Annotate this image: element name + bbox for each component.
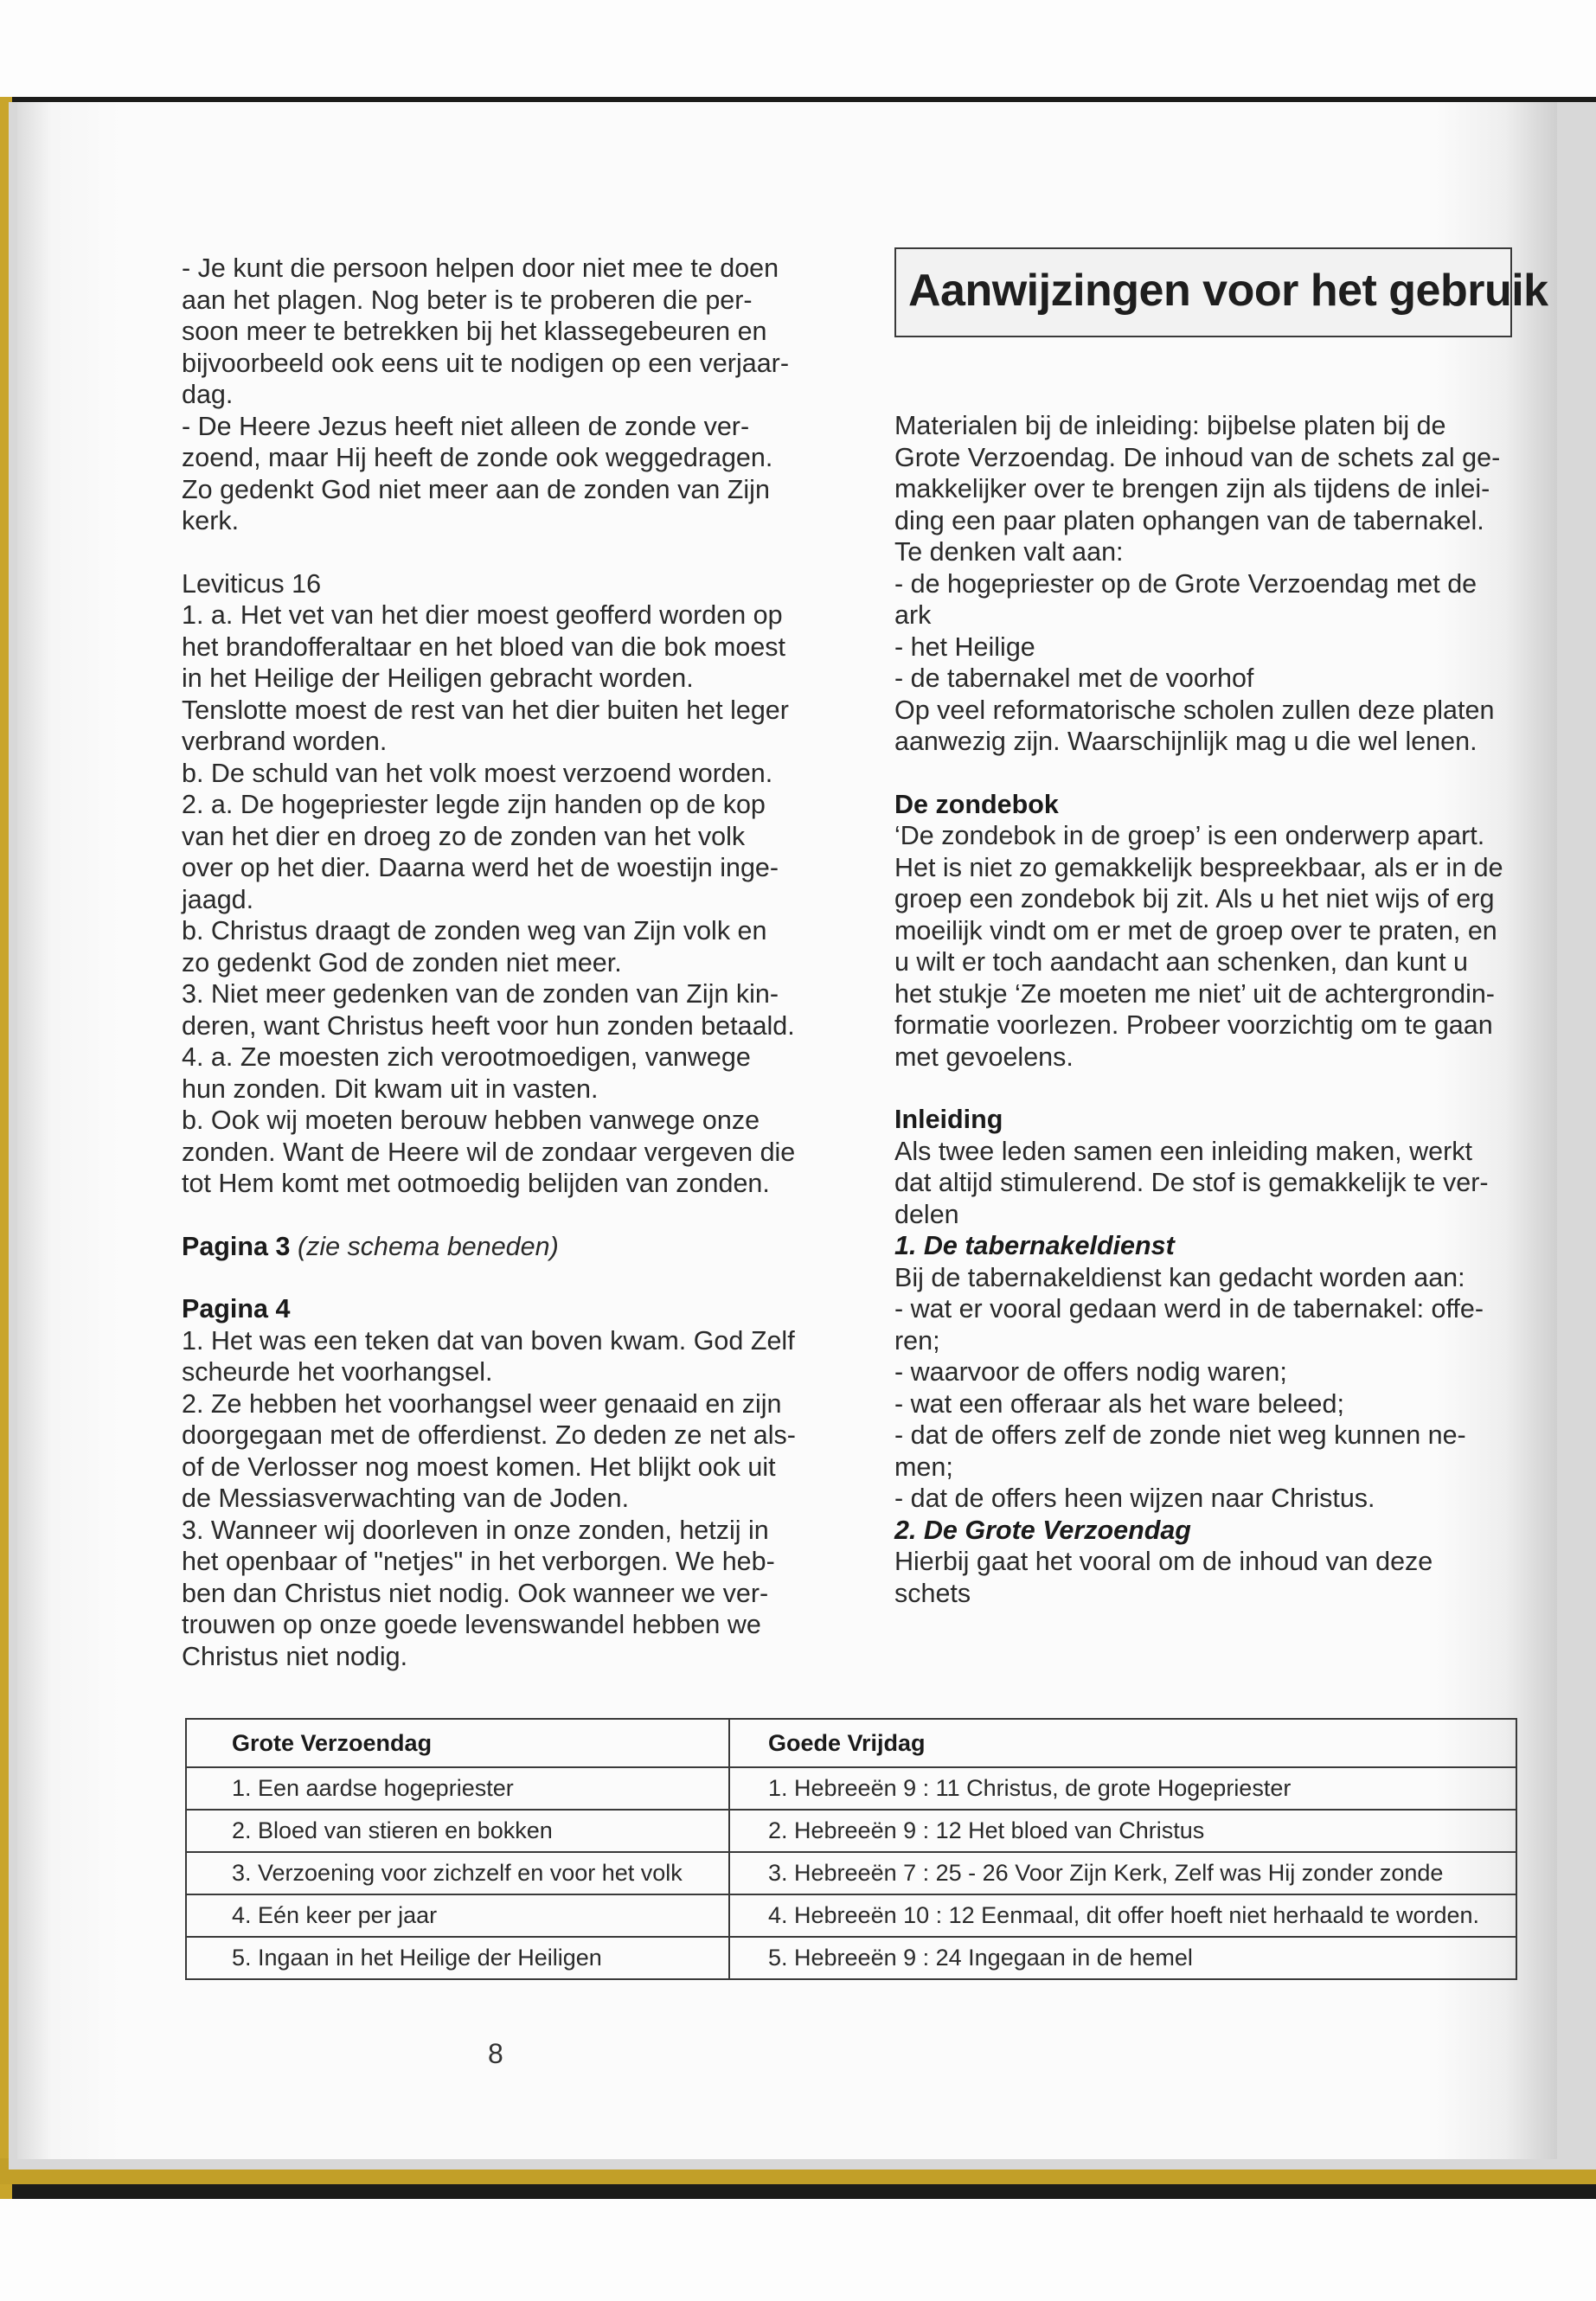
- table-header-row: [186, 1719, 1516, 1767]
- text-line: Grote Verzoendag. De inhoud van de schets zal ge-: [894, 442, 1501, 472]
- text-line: delen: [894, 1199, 959, 1229]
- text-line: dag.: [182, 380, 234, 409]
- text-line: - wat een offeraar als het ware beleed;: [894, 1388, 1344, 1419]
- table-row: [186, 1937, 1516, 1979]
- text-line: scheurde het voorhangsel.: [182, 1357, 493, 1387]
- text-line: b. Christus draagt de zonden weg van Zijn volk en: [182, 916, 767, 945]
- comparison-table: [185, 1718, 1517, 1980]
- text-line: u wilt er toch aandacht aan schenken, dan kunt u: [894, 947, 1468, 977]
- table-cell: 4. Hebreeën 10 : 12 Eenmaal, dit offer hoeft niet herhaald te worden.: [729, 1894, 1516, 1937]
- text-line: aan het plagen. Nog beter is te proberen die per-: [182, 285, 753, 315]
- text-line: b. Ook wij moeten berouw hebben vanwege onze: [182, 1106, 760, 1135]
- table-cell: 2. Bloed van stieren en bokken: [186, 1810, 729, 1852]
- text-line: Bij de tabernakeldienst kan gedacht worden aan:: [894, 1262, 1465, 1292]
- text-line: - waarvoor de offers nodig waren;: [894, 1357, 1287, 1387]
- table-cell: 4. Eén keer per jaar: [186, 1894, 729, 1937]
- text-line: hun zonden. Dit kwam uit in vasten.: [182, 1074, 599, 1104]
- text-line: Op veel reformatorische scholen zullen deze platen: [894, 695, 1495, 725]
- text-line: - het Heilige: [894, 631, 1035, 662]
- text-line: - de hogepriester op de Grote Verzoendag met de: [894, 568, 1477, 599]
- text-line: - Je kunt die persoon helpen door niet mee te doen: [182, 253, 779, 283]
- text-line: moeilijk vindt om er met de groep over te praten, en: [894, 915, 1497, 945]
- table-header-grote-verzoendag: Grote Verzoendag: [186, 1719, 729, 1767]
- zondebok-heading: De zondebok: [894, 789, 1059, 819]
- text-line: Tenslotte moest de rest van het dier buiten het leger: [182, 695, 789, 725]
- text-line: 2. a. De hogepriester legde zijn handen op de kop: [182, 790, 766, 819]
- text-line: 2. Ze hebben het voorhangsel weer genaaid en zijn: [182, 1388, 782, 1419]
- table-cell: 3. Hebreeën 7 : 25 - 26 Voor Zijn Kerk, Zelf was Hij zonder zonde: [729, 1852, 1516, 1894]
- text-line: verbrand worden.: [182, 727, 388, 756]
- paragraph-gap: [182, 537, 813, 568]
- text-line: Materialen bij de inleiding: bijbelse platen bij de: [894, 411, 1446, 440]
- text-line: 4. a. Ze moesten zich verootmoedigen, vanwege: [182, 1042, 751, 1072]
- paragraph-gap: [894, 758, 1517, 789]
- section-title: Aanwijzingen voor het gebruik: [908, 266, 1548, 316]
- section-title-box: [894, 247, 1548, 337]
- text-line: schets: [894, 1578, 971, 1608]
- text-line: in het Heilige der Heiligen gebracht worden.: [182, 663, 694, 693]
- table-cell: 5. Hebreeën 9 : 24 Ingegaan in de hemel: [729, 1937, 1516, 1979]
- table-cell: 1. Hebreeën 9 : 11 Christus, de grote Hogepriester: [729, 1767, 1516, 1810]
- text-line: zoend, maar Hij heeft de zonde ook weggedragen.: [182, 443, 773, 472]
- zondebok-paragraph: [894, 820, 1517, 1073]
- text-line: zo gedenkt God de zonden niet meer.: [182, 947, 622, 977]
- leviticus-answers: [182, 568, 813, 1200]
- text-line: doorgegaan met de offerdienst. Zo deden ze net als-: [182, 1420, 796, 1450]
- table-header-goede-vrijdag: Goede Vrijdag: [729, 1719, 1516, 1767]
- table-row: [186, 1810, 1516, 1852]
- text-line: van het dier en droeg zo de zonden van het volk: [182, 821, 746, 851]
- grote-verzoendag-paragraph: [894, 1546, 1517, 1609]
- text-line: zonden. Want de Heere wil de zondaar vergeven die: [182, 1137, 796, 1167]
- table-row: [186, 1852, 1516, 1894]
- paragraph-gap: [894, 1073, 1517, 1104]
- text-line: Christus niet nodig.: [182, 1641, 408, 1671]
- tabernakeldienst-heading: 1. De tabernakeldienst: [894, 1231, 1175, 1260]
- pagina-3-label: Pagina 3: [182, 1231, 291, 1261]
- text-line: - de tabernakel met de voorhof: [894, 663, 1254, 693]
- text-line: trouwen op onze goede levenswandel hebben we: [182, 1610, 761, 1639]
- tabernakeldienst-paragraph: [894, 1262, 1517, 1515]
- text-line: men;: [894, 1452, 953, 1482]
- text-line: deren, want Christus heeft voor hun zonden betaald.: [182, 1010, 795, 1041]
- text-line: ark: [894, 600, 932, 630]
- text-line: 1. a. Het vet van het dier moest geofferd worden op: [182, 600, 783, 630]
- text-line: over op het dier. Daarna werd het de woestijn inge-: [182, 853, 779, 882]
- table-cell: 3. Verzoening voor zichzelf en voor het volk: [186, 1852, 729, 1894]
- text-line: ‘De zondebok in de groep’ is een onderwerp apart.: [894, 821, 1485, 850]
- text-line: Hierbij gaat het vooral om de inhoud van deze: [894, 1547, 1433, 1576]
- text-line: aanwezig zijn. Waarschijnlijk mag u die wel lenen.: [894, 727, 1477, 756]
- text-line: of de Verlosser nog moest komen. Het blijkt ook uit: [182, 1452, 776, 1482]
- text-line: ben dan Christus niet nodig. Ook wanneer we ver-: [182, 1578, 769, 1608]
- text-line: 3. Niet meer gedenken van de zonden van Zijn kin-: [182, 979, 779, 1009]
- text-line: 1. Het was een teken dat van boven kwam. God Zelf: [182, 1325, 795, 1356]
- right-column: [894, 410, 1517, 1609]
- table-row: [186, 1767, 1516, 1810]
- text-line: 3. Wanneer wij doorleven in onze zonden, hetzij in: [182, 1515, 769, 1545]
- text-line: ding een paar platen ophangen van de tabernakel.: [894, 505, 1484, 535]
- text-line: kerk.: [182, 506, 240, 535]
- text-line: - dat de offers zelf de zonde niet weg kunnen ne-: [894, 1420, 1466, 1450]
- paragraph-gap: [182, 1262, 813, 1293]
- text-line: Als twee leden samen een inleiding maken, werkt: [894, 1136, 1472, 1166]
- table-cell: 1. Een aardse hogepriester: [186, 1767, 729, 1810]
- text-line: bijvoorbeeld ook eens uit te nodigen op een verjaar-: [182, 348, 789, 378]
- inleiding-heading: Inleiding: [894, 1105, 1003, 1134]
- page-number: 8: [488, 2038, 503, 2069]
- text-line: - dat de offers heen wijzen naar Christus.: [894, 1484, 1375, 1513]
- text-line: groep een zondebok bij zit. Als u het niet wijs of erg: [894, 884, 1495, 913]
- intro-paragraph: [182, 253, 813, 537]
- text-line: - De Heere Jezus heeft niet alleen de zonde ver-: [182, 411, 750, 441]
- text-line: Leviticus 16: [182, 568, 322, 599]
- text-line: formatie voorlezen. Probeer voorzichtig om te gaan: [894, 1010, 1493, 1040]
- text-line: dat altijd stimulerend. De stof is gemakkelijk te ver-: [894, 1168, 1489, 1197]
- text-line: jaagd.: [182, 884, 254, 914]
- text-line: de Messiasverwachting van de Joden.: [182, 1484, 630, 1513]
- text-line: het openbaar of "netjes" in het verborgen. We heb-: [182, 1547, 775, 1576]
- text-line: tot Hem komt met ootmoedig belijden van zonden.: [182, 1169, 770, 1198]
- text-line: het brandofferaltaar en het bloed van die bok moest: [182, 631, 786, 662]
- materials-paragraph: [894, 410, 1517, 758]
- paragraph-gap: [182, 1200, 813, 1231]
- text-line: - wat er vooral gedaan werd in de tabernakel: offe-: [894, 1294, 1484, 1324]
- text-line: ren;: [894, 1325, 940, 1356]
- pagina-3-heading: [182, 1231, 813, 1263]
- left-column: [182, 253, 813, 1672]
- pagina-4-heading: Pagina 4: [182, 1294, 291, 1324]
- text-line: Te denken valt aan:: [894, 537, 1124, 567]
- text-line: Het is niet zo gemakkelijk bespreekbaar, als er in de: [894, 852, 1503, 882]
- pagina-4-answers: [182, 1325, 813, 1673]
- text-line: het stukje ‘Ze moeten me niet’ uit de achtergrondin-: [894, 978, 1495, 1009]
- inleiding-paragraph: [894, 1136, 1517, 1231]
- table-cell: 2. Hebreeën 9 : 12 Het bloed van Christus: [729, 1810, 1516, 1852]
- table-row: [186, 1894, 1516, 1937]
- text-line: met gevoelens.: [894, 1042, 1074, 1072]
- pagina-3-note: (zie schema beneden): [297, 1231, 559, 1261]
- table-cell: 5. Ingaan in het Heilige der Heiligen: [186, 1937, 729, 1979]
- text-line: makkelijker over te brengen zijn als tijdens de inlei-: [894, 474, 1490, 503]
- text-line: soon meer te betrekken bij het klassegebeuren en: [182, 317, 767, 346]
- text-line: b. De schuld van het volk moest verzoend worden.: [182, 758, 773, 788]
- grote-verzoendag-heading: 2. De Grote Verzoendag: [894, 1515, 1191, 1545]
- text-line: Zo gedenkt God niet meer aan de zonden van Zijn: [182, 474, 770, 504]
